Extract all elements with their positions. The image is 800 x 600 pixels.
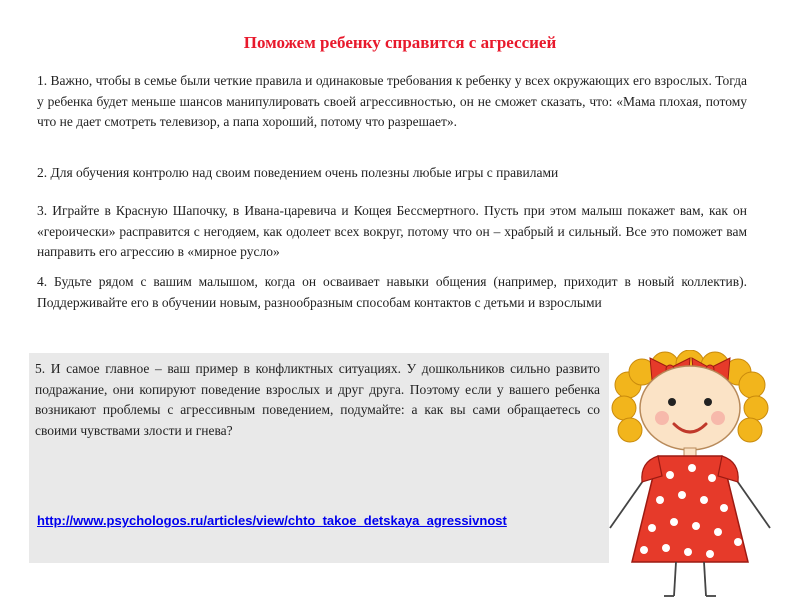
paragraph-4: 4. Будьте рядом с вашим малышом, когда он осваивает навыки общения (например, приходит в новый коллектив). Поддерживайте его в обучении новым, разнообразным способам контактов с детьми и взрослыми bbox=[37, 274, 747, 310]
page-title: Поможем ребенку справится с агрессией bbox=[243, 33, 557, 52]
paragraph-1: 1. Важно, чтобы в семье были четкие правила и одинаковые требования к ребенку у всех окружающих его взрослых. Тогда у ребенка будет меньше шансов манипулировать своей агрессивностью, он не сможет сказать, что: «Мама плохая, потому что не дает смотреть телевизор, а папа хороший, потому что разрешает». bbox=[37, 73, 747, 129]
paragraph-2: 2. Для обучения контролю над своим поведением очень полезны любые игры с правилами bbox=[37, 165, 559, 180]
girl-illustration bbox=[600, 350, 800, 600]
source-link[interactable]: http://www.psychologos.ru/articles/view/chto_takoe_detskaya_agressivnost bbox=[37, 513, 507, 528]
paragraph-3: 3. Играйте в Красную Шапочку, в Ивана-царевича и Кощея Бессмертного. Пусть при этом малыш покажет вам, как он «героически» расправится с негодяем, как одолеет всех вокруг, потому что он – храбрый и сильный. Все это поможет вам направить его агрессию в «мирное русло» bbox=[37, 203, 747, 259]
highlight-box bbox=[29, 353, 609, 563]
paragraph-5: 5. И самое главное – ваш пример в конфликтных ситуациях. У дошкольников сильно развито подражание, они копируют поведение взрослых и друг друга. Поэтому если у вашего ребенка возникают проблемы с агрессивным поведением, подумайте: а как вы сами обращаетесь со своими чувствами злости и гнева? bbox=[35, 361, 600, 438]
